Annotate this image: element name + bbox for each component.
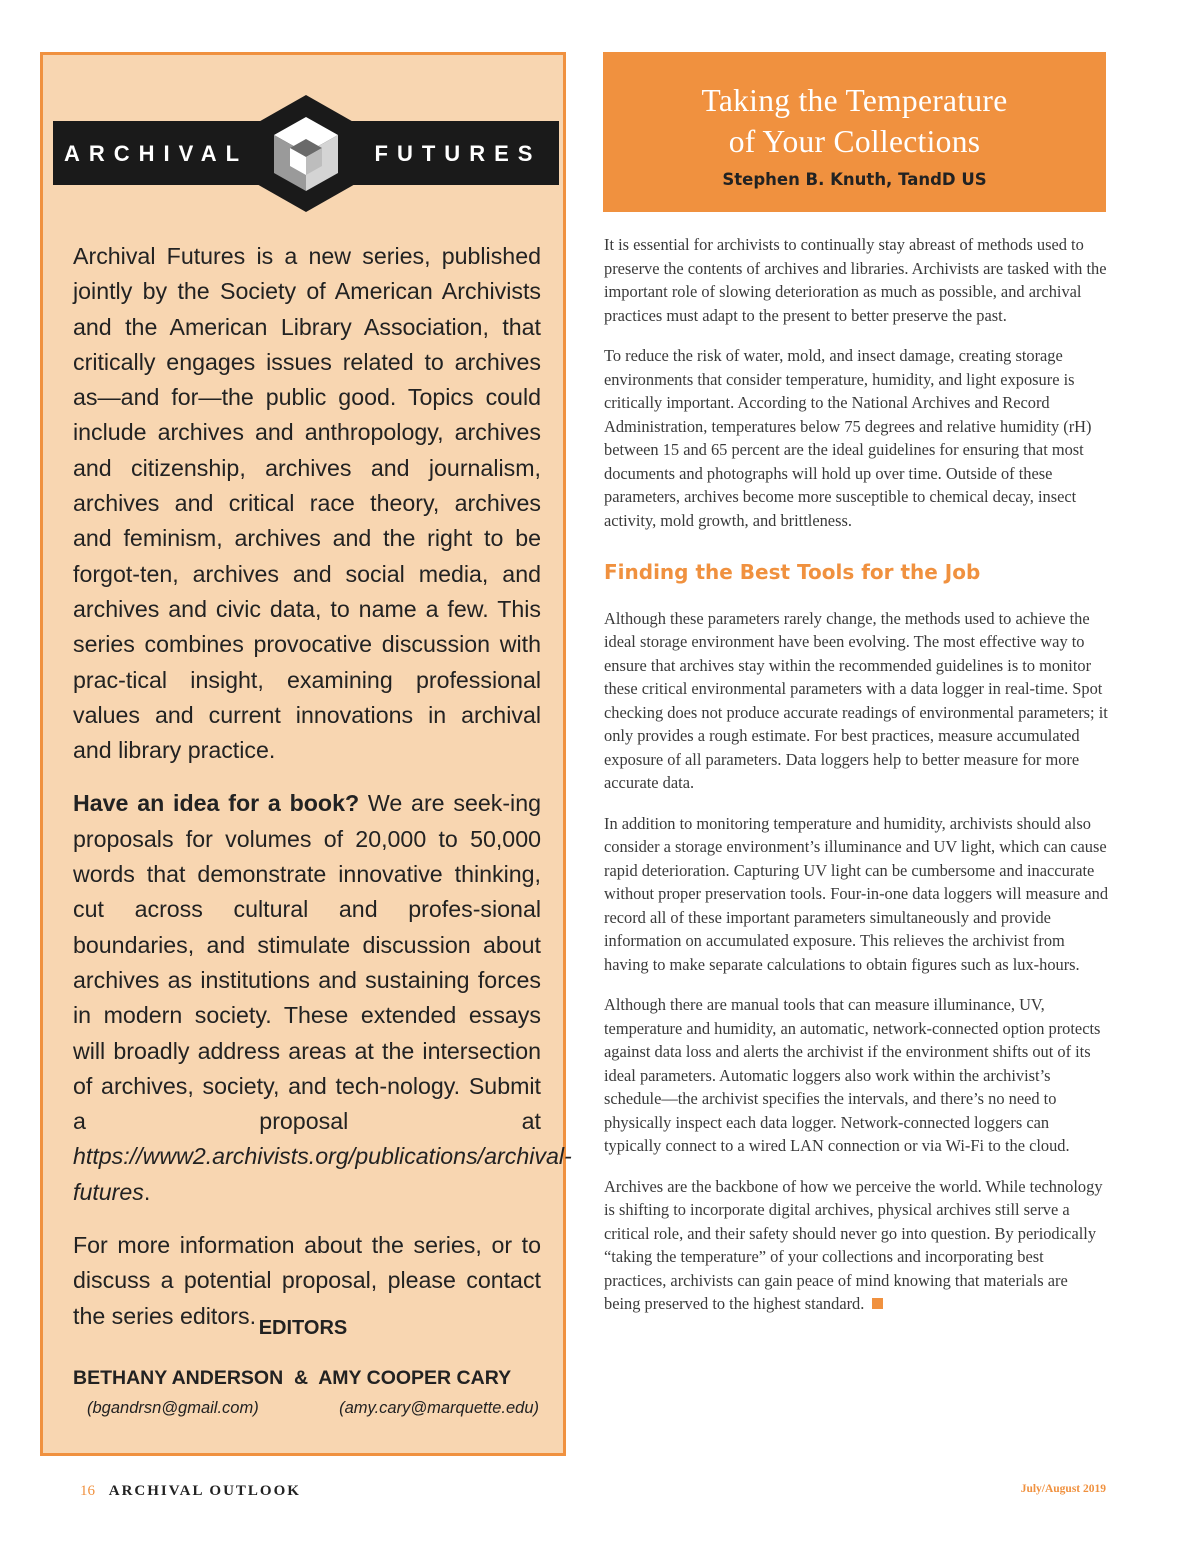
call-end: . — [143, 1178, 151, 1205]
editor2-email[interactable]: (amy.cary@marquette.edu) — [339, 1399, 539, 1417]
proposal-url[interactable]: https://www2.archivists.org/publications/archival-futures — [73, 1143, 572, 1205]
editors-emails — [73, 1399, 541, 1418]
article-paragraph-6 — [604, 1175, 1108, 1316]
series-intro: Archival Futures is a new series, published jointly by the Society of American Archivists and the American Library Association, that critically engages issues related to archives as—and for—the public good. Topics could include archives and anthropology, archives and citizenship, archives and journalism, archives and critical race theory, archives and feminism, archives and the right to be forgot-ten, archives and social media, and archives and civic data, to name a few. This series combines provocative discussion with prac-tical insight, examining professional values and current innovations in archival and library practice. — [73, 243, 541, 764]
article-paragraph-4: In addition to monitoring temperature and humidity, archivists should also consider a storage environment’s illuminance and UV light, which can cause rapid deterioration. Capturing UV light can be cumbersome and inaccurate without proper preservation tools. Four-in-one data loggers will measure and record all of these important parameters simultaneously and provide information on accumulated exposure. This relieves the archivist from having to make separate calculations to obtain figures such as lux-hours. — [604, 813, 1109, 974]
article-title-banner — [603, 52, 1106, 212]
issue-date: July/August 2019 — [1020, 1483, 1106, 1495]
call-heading: Have an idea for a book? — [73, 790, 360, 817]
article-paragraph-6-text: Archives are the backbone of how we perceive the world. While technology is shifting to incorporate digital archives, physical archives still serve a critical role, and their safety should never go into question. By periodically “taking the temperature” of your collections and incorporating best practices, archivists can gain peace of mind knowing that materials are being preserved to the highest standard. — [604, 1176, 1103, 1313]
footer-left — [80, 1483, 301, 1500]
article-title-line1: Taking the Temperature — [701, 83, 1008, 118]
call-text: We are seek-ing proposals for volumes of 20,000 to 50,000 words that demonstrate innovative thinking, cut across cultural and profes-sional boundaries, and stimulate discussion about archives as institutions and sustaining forces in modern society. These extended essays will broadly address areas at the intersection of archives, society, and tech-nology. Submit a proposal at — [73, 790, 541, 1135]
archival-futures-sidebar — [40, 52, 572, 1456]
contact-info: For more information about the series, or to discuss a potential proposal, please contact the series editors. — [73, 1232, 541, 1329]
article-paragraph-3: Although these parameters rarely change, the methods used to achieve the ideal storage environment have been evolving. The most effective way to ensure that archives stay within the recommended guidelines is to monitor these critical environmental parameters with a data logger in real-time. Spot checking does not produce accurate readings of environmental parameters; it only provides a rough estimate. For best practices, measure accumulated exposure of all parameters. Data loggers help to better measure for more accurate data. — [604, 608, 1108, 792]
article-byline: Stephen B. Knuth, TandD US — [722, 170, 987, 189]
page-number: 16 — [80, 1483, 95, 1499]
publication-name: ARCHIVAL OUTLOOK — [108, 1483, 301, 1499]
article-body — [604, 233, 1108, 1316]
editors-names: BETHANY ANDERSON & AMY COOPER CARY — [73, 1367, 512, 1389]
logo-right-word: FUTURES — [374, 141, 542, 166]
end-of-article-icon — [872, 1298, 883, 1309]
article-paragraph-2: To reduce the risk of water, mold, and insect damage, creating storage environments that consider temperature, humidity, and light exposure is critically important. According to the National Archives and Record Administration, temperatures below 75 degrees and relative humidity (rH) between 15 and 65 percent are the ideal guidelines for ensuring that most documents and photographs will hold up over time. Outside of these parameters, archives become more susceptible to chemical decay, insect activity, mold growth, and brittleness. — [604, 346, 1092, 530]
editor1-email[interactable]: (bgandrsn@gmail.com) — [87, 1399, 259, 1417]
article-subheading: Finding the Best Tools for the Job — [604, 560, 981, 584]
article-paragraph-5: Although there are manual tools that can measure illuminance, UV, temperature and humidity, an automatic, network-connected option protects against data loss and alerts the archivist if the environment shifts out of its ideal parameters. Automatic loggers also work within the archivist’s schedule—the archivist specifies the intervals, and there’s no need to physically inspect each data logger. Network-connected loggers can typically connect to a wired LAN connection or via Wi-Fi to the cloud. — [604, 995, 1101, 1155]
archival-futures-logo — [53, 95, 559, 212]
sidebar-body — [73, 239, 572, 1334]
logo-left-word: ARCHIVAL — [63, 141, 249, 166]
article-paragraph-1: It is essential for archivists to continually stay abreast of methods used to preserve the contents of archives and libraries. Archivists are tasked with the important role of slowing deterioration as much as possible, and archival practices must adapt to the present to better preserve the past. — [604, 235, 1107, 325]
editors-heading: EDITORS — [258, 1317, 348, 1339]
article-title — [603, 80, 1106, 162]
call-for-proposals — [73, 786, 572, 1210]
article-title-line2: of Your Collections — [728, 124, 981, 159]
